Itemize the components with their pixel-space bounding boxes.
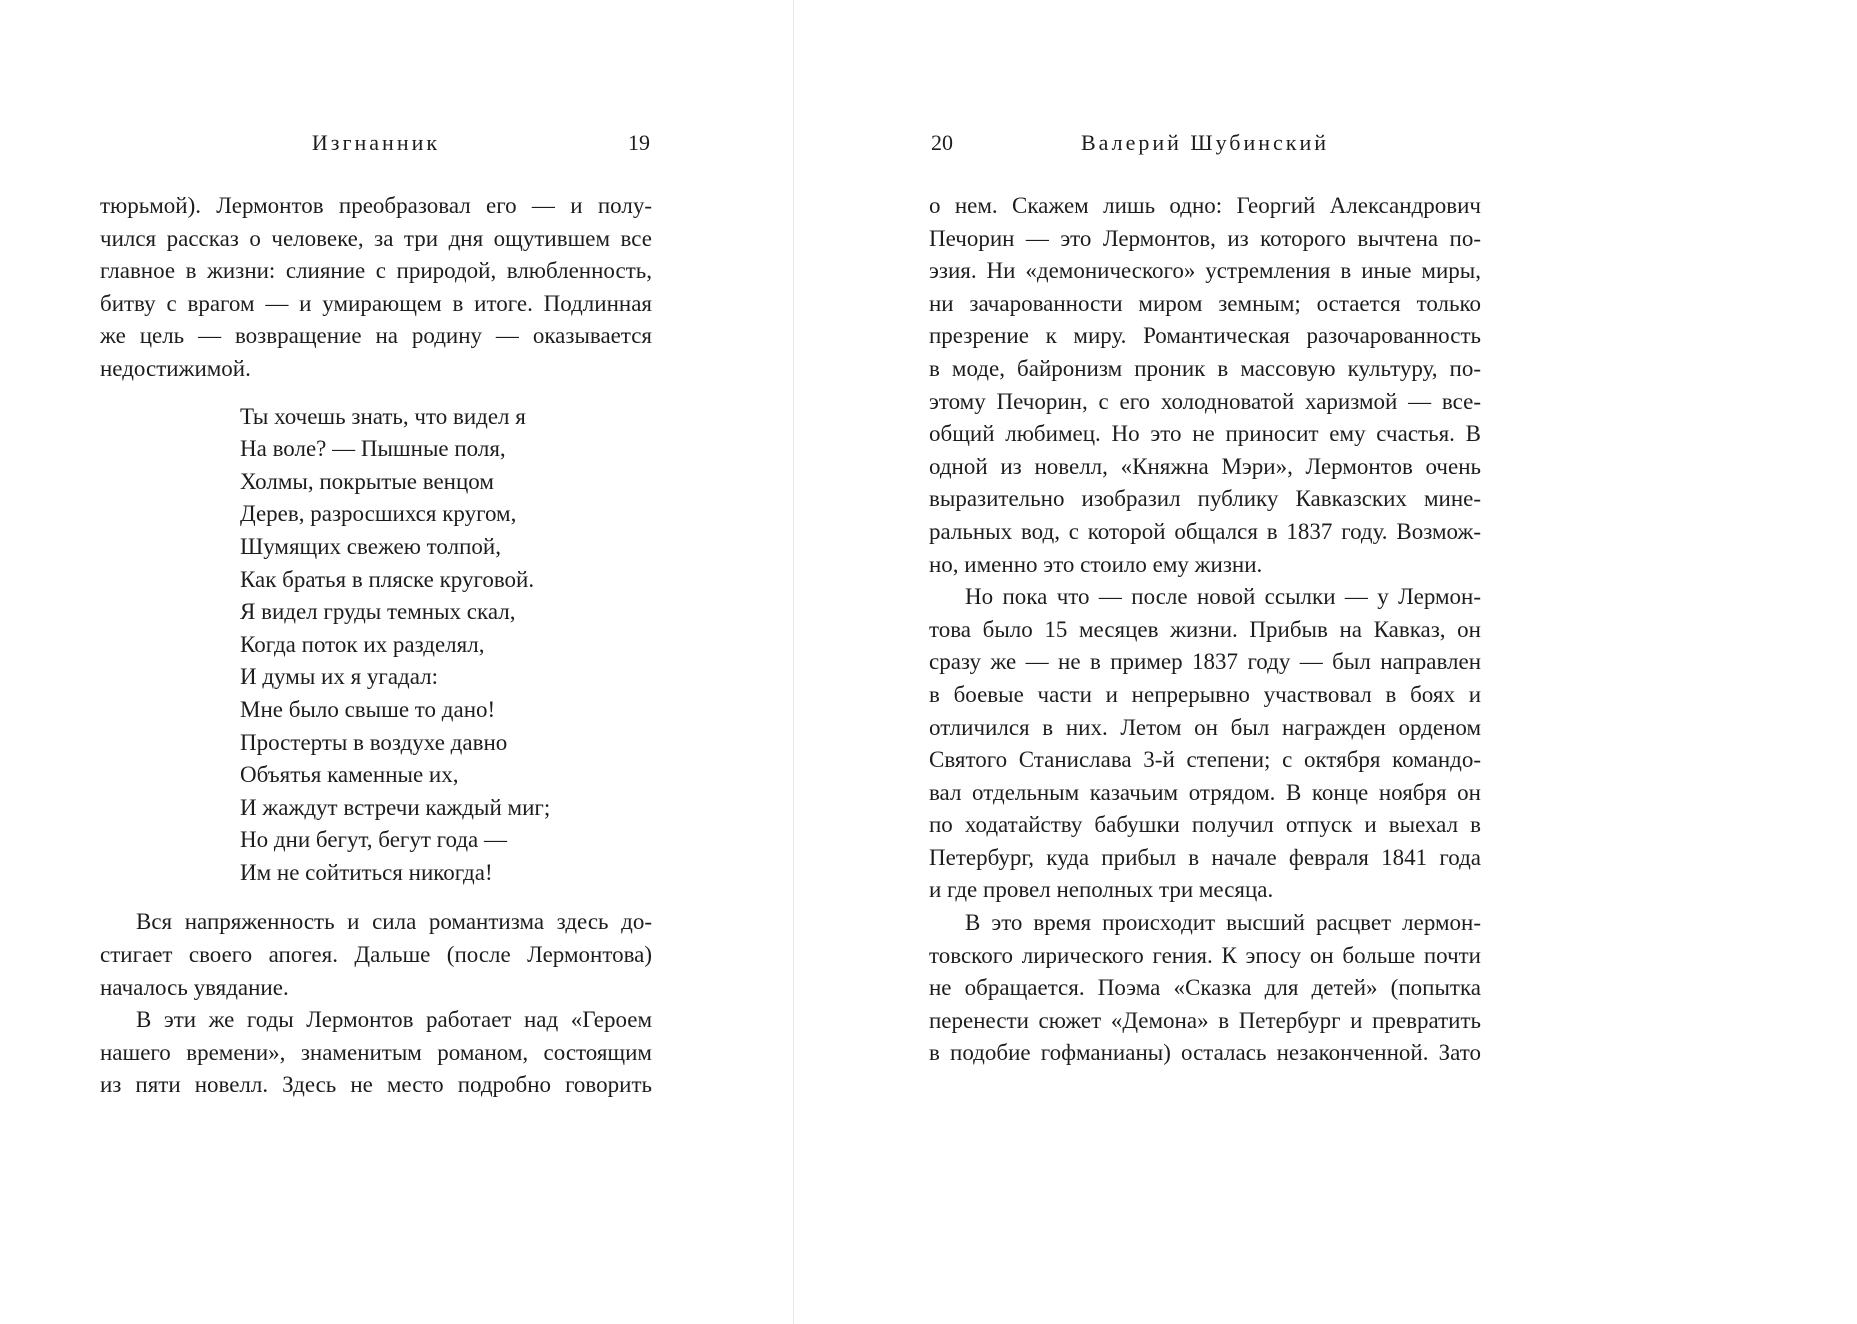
paragraph: [100, 1004, 652, 1102]
text-line: в подобие гофманианы) осталась незаконченной. Зато: [929, 1040, 1481, 1066]
text-line: това было 15 месяцев жизни. Прибыв на Кавказ, он: [929, 616, 1481, 642]
text-line: по ходатайству бабушки получил отпуск и выехал в: [929, 812, 1481, 838]
text-line: главное в жизни: слияние с природой, влюбленность,: [100, 258, 652, 284]
text-line: Святого Станислава 3-й степени; с октября командо-: [929, 747, 1481, 773]
text-line: ральных вод, с которой общался в 1837 году. Возмож-: [929, 518, 1481, 544]
text-line: отличился в них. Летом он был награжден орденом: [929, 714, 1481, 740]
verse-block: [100, 401, 652, 890]
text-line: в моде, байронизм проник в массовую культуру, по-: [929, 355, 1481, 381]
text-line: не обращается. Поэма «Сказка для детей» (попытка: [929, 975, 1481, 1001]
text-line: товского лирического гения. К эпосу он больше почти: [929, 942, 1481, 968]
text-line: выразительно изобразил публику Кавказских мине-: [929, 486, 1481, 512]
verse-line: Мне было свыше то дано!: [240, 696, 496, 722]
verse-line: Но дни бегут, бегут года —: [240, 827, 507, 853]
page-number: 20: [931, 130, 953, 155]
verse-line: И жаждут встречи каждый миг;: [240, 794, 551, 820]
running-header-title: Валерий Шубинский: [1080, 130, 1330, 155]
left-page-body: [100, 190, 652, 1102]
paragraph: [100, 190, 652, 386]
verse-line: Объятья каменные их,: [240, 762, 459, 788]
text-line: в боевые части и непрерывно участвовал в боях и: [929, 681, 1481, 707]
page-gutter-divider: [793, 0, 794, 1324]
paragraph: [929, 907, 1481, 1070]
left-page: [100, 130, 652, 1102]
left-running-header: [100, 130, 652, 160]
text-line: недостижимой.: [100, 355, 251, 381]
running-header-title: Изгнанник: [311, 130, 441, 155]
verse-line: Когда поток их разделял,: [240, 631, 485, 657]
text-line: эзия. Ни «демонического» устремления в иные миры,: [929, 258, 1481, 284]
right-page-body: [929, 190, 1481, 1070]
text-line: В это время происходит высший расцвет лермон-: [965, 910, 1481, 936]
verse-line: И думы их я угадал:: [240, 664, 439, 690]
verse-line: Шумящих свежею толпой,: [240, 533, 501, 559]
verse-line: Ты хочешь знать, что видел я: [240, 403, 526, 429]
verse-line: Холмы, покрытые венцом: [240, 468, 494, 494]
text-line: презрение к миру. Романтическая разочарованность: [929, 323, 1481, 349]
verse-line: Я видел груды темных скал,: [240, 599, 516, 625]
text-line: Вся напряженность и сила романтизма здесь до-: [136, 909, 652, 935]
text-line: нашего времени», знаменитым романом, состоящим: [100, 1039, 652, 1065]
text-line: тюрьмой). Лермонтов преобразовал его — и полу-: [100, 193, 652, 218]
text-line: В эти же годы Лермонтов работает над «Героем: [136, 1007, 652, 1033]
verse-line: Простерты в воздухе давно: [240, 729, 508, 755]
text-line: этому Печорин, с его холодноватой харизмой — все-: [929, 388, 1481, 414]
text-line: одной из новелл, «Княжна Мэри», Лермонтов очень: [929, 453, 1481, 479]
text-line: сразу же — не в пример 1837 году — был направлен: [929, 649, 1481, 675]
verse-line: Дерев, разросшихся кругом,: [240, 501, 517, 527]
text-line: Но пока что — после новой ссылки — у Лермон-: [965, 584, 1481, 610]
text-line: битву с врагом — и умирающем в итоге. Подлинная: [100, 290, 652, 316]
text-line: началось увядание.: [100, 974, 289, 1000]
text-line: вал отдельным казачьим отрядом. В конце ноября он: [929, 779, 1481, 805]
text-line: Петербург, куда прибыл в начале февраля 1841 года: [929, 844, 1481, 870]
paragraph: [929, 190, 1481, 581]
text-line: ни зачарованности миром земным; остается только: [929, 290, 1481, 316]
text-line: общий любимец. Но это не приносит ему счастья. В: [929, 421, 1481, 447]
right-running-header: [929, 130, 1481, 160]
text-line: но, именно это стоило ему жизни.: [929, 551, 1263, 577]
text-line: перенести сюжет «Демона» в Петербург и превратить: [929, 1007, 1481, 1033]
page-number: 19: [628, 130, 650, 155]
text-line: из пяти новелл. Здесь не место подробно говорить: [100, 1072, 652, 1098]
paragraph: [929, 581, 1481, 907]
text-line: же цель — возвращение на родину — оказывается: [100, 323, 652, 349]
text-line: Печорин — это Лермонтов, из которого вычтена по-: [929, 225, 1481, 251]
right-page: [929, 130, 1481, 1070]
text-line: о нем. Скажем лишь одно: Георгий Александрович: [929, 193, 1481, 218]
verse-line: На воле? — Пышные поля,: [240, 436, 506, 462]
verse-line: Как братья в пляске круговой.: [240, 566, 535, 592]
text-line: стигает своего апогея. Дальше (после Лермонтова): [100, 942, 652, 968]
verse-line: Им не сойтиться никогда!: [240, 859, 493, 885]
text-line: и где провел неполных три месяца.: [929, 877, 1274, 903]
paragraph: [100, 906, 652, 1004]
text-line: чился рассказ о человеке, за три дня ощутившем все: [100, 225, 652, 251]
